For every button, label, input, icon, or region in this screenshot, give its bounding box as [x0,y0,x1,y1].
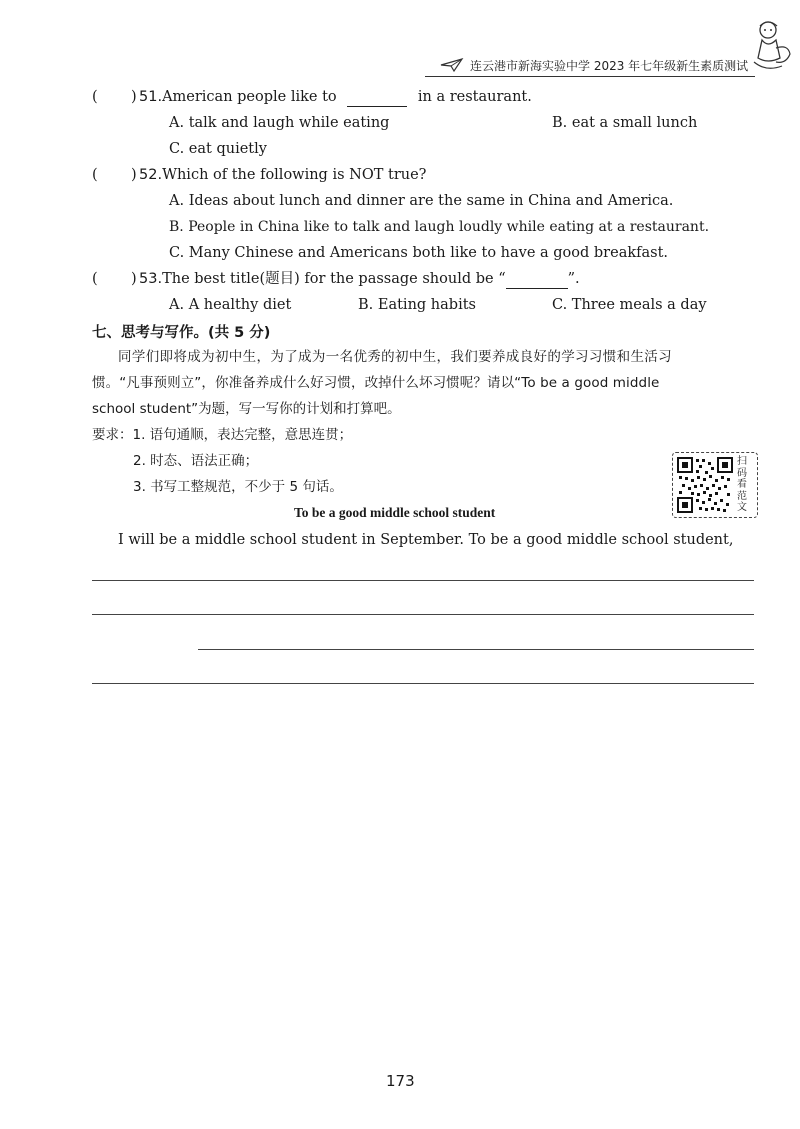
question-stem [139,270,580,289]
question-number: 51. [139,89,163,105]
writing-line[interactable] [92,580,754,581]
prompt-line-1: 同学们即将成为初中生，为了成为一名优秀的初中生，我们要养成良好的学习习惯和生活习 [118,349,672,365]
essay-opening: I will be a middle school student in September. To be a good middle school student, [118,532,734,548]
question-stem [139,88,532,107]
writing-line[interactable] [198,649,754,650]
qr-caption: 扫码看范文 [737,456,747,513]
stem-before: The best title(题目) for the passage should be “ [162,271,506,287]
option-b: B. Eating habits [358,297,476,313]
writing-line[interactable] [92,683,754,684]
requirements-1 [92,426,352,444]
header-title: 连云港市新海实验中学 2023 年七年级新生素质测试 [470,59,749,73]
requirement-text: 1. 语句通顺，表达完整，意思连贯； [132,427,353,443]
essay-title: To be a good middle school student [294,505,496,520]
option-b: B. People in China like to talk and laugh loudly while eating at a restaurant. [169,219,710,235]
requirement-2: 2. 时态、语法正确； [133,453,259,469]
mascot-illustration-icon [746,18,794,76]
writing-line[interactable] [92,614,754,615]
section-title: 七、思考与写作。(共 5 分) [92,325,271,341]
qr-code-icon [677,457,733,513]
question-number: 52. [139,167,163,183]
option-a: A. Ideas about lunch and dinner are the same in China and America. [169,193,674,209]
header-rule [425,76,755,77]
prompt-line-3: school student”为题，写一写你的计划和打算吧。 [92,401,401,417]
stem-before: American people like to [162,89,337,105]
qr-code-box[interactable] [672,452,758,518]
answer-paren-open: ( [92,167,98,183]
answer-paren-close: ) [131,167,137,183]
page-number: 173 [386,1072,415,1090]
option-b: B. eat a small lunch [552,115,698,131]
answer-blank [506,270,568,289]
answer-paren-open: ( [92,271,98,287]
answer-blank [347,88,407,107]
option-c: C. eat quietly [169,141,267,157]
prompt-line-2: 惯。“凡事预则立”，你准备养成什么好习惯，改掉什么坏习惯呢？请以“To be a good middle [92,375,660,391]
question-number: 53. [139,271,163,287]
question-stem [139,166,426,184]
stem-after: ”. [567,271,580,287]
answer-paren-close: ) [131,89,137,105]
stem-text: Which of the following is NOT true? [162,167,427,183]
option-c: C. Three meals a day [552,297,707,313]
stem-after: in a restaurant. [417,89,532,105]
answer-paren-close: ) [131,271,137,287]
option-c: C. Many Chinese and Americans both like to have a good breakfast. [169,245,669,261]
option-a: A. A healthy diet [169,297,292,313]
requirements-label: 要求： [92,427,133,443]
answer-paren-open: ( [92,89,98,105]
paper-plane-icon [440,58,464,72]
option-a: A. talk and laugh while eating [169,115,390,131]
requirement-3: 3. 书写工整规范，不少于 5 句话。 [133,479,343,495]
